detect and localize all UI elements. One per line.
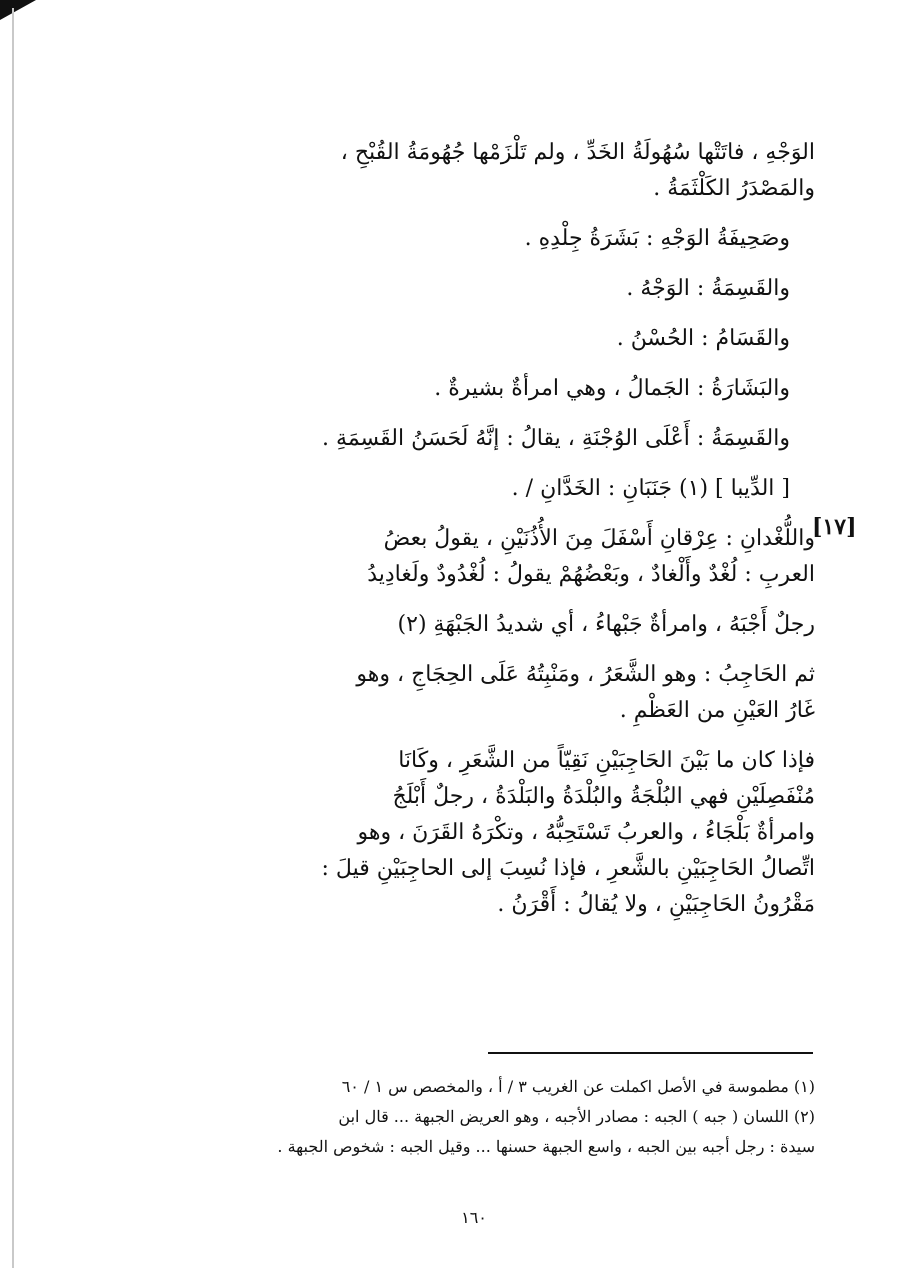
body-line: ثم الحَاجِبُ : وهو الشَّعَرُ ، ومَنْبِتُهُ عَلَى الحِجَاجِ ، وهو <box>356 662 815 687</box>
page-corner-mark <box>0 0 36 36</box>
footnote-line: (٢) اللسان ( جبه ) الجبه : مصادر الأجبه ، وهو العريض الجبهة ... قال ابن <box>338 1107 815 1126</box>
body-line: مَقْرُونُ الحَاجِبَيْنِ ، ولا يُقالُ : أَقْرَنُ . <box>497 892 815 917</box>
body-line: والبَشَارَةُ : الجَمالُ ، وهي امرأةٌ بشيرةٌ . <box>434 376 790 401</box>
footnote-separator <box>488 1052 813 1054</box>
body-line: العربِ : لُغْدٌ وأَلْغادٌ ، وبَعْضُهُمْ يقولُ : لُغْدُودٌ ولَغادِيدُ <box>367 562 815 587</box>
footnotes <box>160 1072 815 1162</box>
body-line: والقَسِمَةُ : الوَجْهُ . <box>626 276 790 301</box>
page-number: ١٦٠ <box>461 1208 487 1227</box>
body-line: فإذا كان ما بَيْنَ الحَاجِبَيْنِ نَقِيّاً من الشَّعَرِ ، وكَانَا <box>398 748 815 773</box>
body-line: وامرأةٌ بَلْجَاءُ ، والعربُ تَسْتَحِبُّهُ ، وتكْرَهُ القَرَنَ ، وهو <box>357 820 815 845</box>
body-line: والمَصْدَرُ الكَلْثَمَةُ . <box>653 176 815 201</box>
body-line: غَارُ العَيْنِ من العَظْمِ . <box>619 698 815 723</box>
body-line: مُنْفَصِلَيْنِ فهي البُلْجَةُ والبُلْدَةُ والبَلْدَةُ ، رجلٌ أَبْلَجُ <box>392 784 815 809</box>
body-line: وصَحِيفَةُ الوَجْهِ : بَشَرَةُ جِلْدِهِ . <box>524 226 790 251</box>
body-line: والقَسِمَةُ : أَعْلَى الوُجْنَةِ ، يقالُ : إنَّهُ لَحَسَنُ القَسِمَةِ . <box>322 426 790 451</box>
body-line: رجلٌ أَجْبَهُ ، وامرأةٌ جَبْهاءُ ، أي شديدُ الجَبْهَةِ (٢) <box>397 612 815 637</box>
margin-page-reference: [١٧] <box>812 514 857 540</box>
body-line: الوَجْهِ ، فاتَتْها سُهُولَةُ الخَدِّ ، ولم تَلْزَمْها جُهُومَةُ القُبْحِ ، <box>340 140 815 165</box>
body-line: [ الدِّيبا ] (١) جَنَبَانِ : الخَدَّانِ / . <box>511 476 790 501</box>
scan-edge-line <box>12 8 14 1268</box>
body-line: واللُّغْدانِ : عِرْقانِ أَسْفَلَ مِنَ الأُذُنَيْنِ ، يقولُ بعضُ <box>383 526 815 551</box>
body-line: اتِّصالُ الحَاجِبَيْنِ بالشَّعرِ ، فإذا نُسِبَ إلى الحاجِبَيْنِ قيلَ : <box>321 856 815 881</box>
body-line: والقَسَامُ : الحُسْنُ . <box>616 326 790 351</box>
footnote-line: (١) مطموسة في الأصل اكملت عن الغريب ٣ / أ ، والمخصص س ١ / ٦٠ <box>341 1077 815 1096</box>
footnote-line: سيدة : رجل أجبه بين الجبه ، واسع الجبهة حسنها ... وقيل الجبه : شخوص الجبهة . <box>277 1137 815 1156</box>
